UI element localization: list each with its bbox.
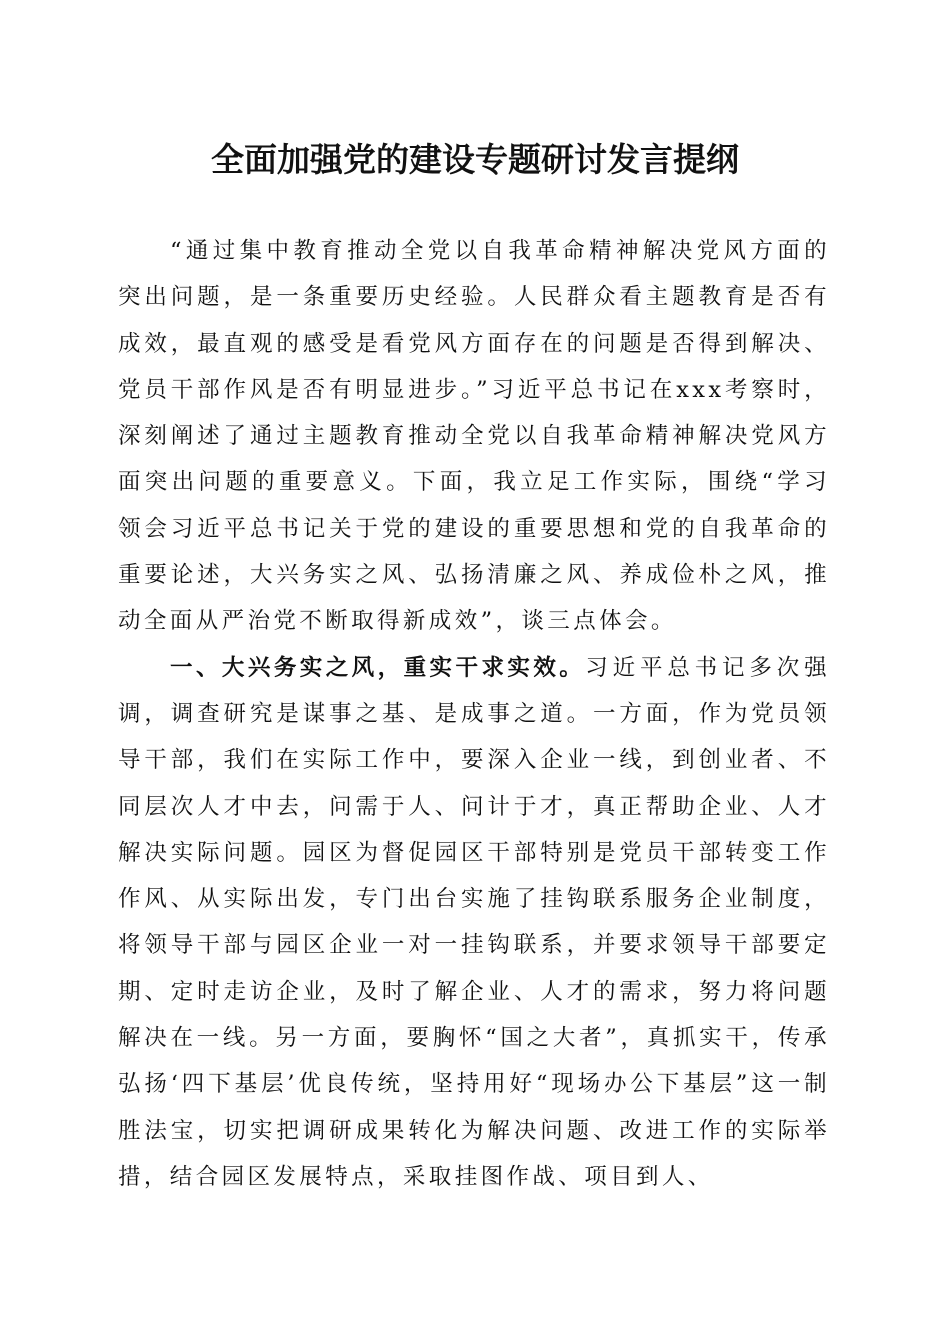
paragraph-section-one — [118, 645, 830, 1201]
paragraph-intro: “通过集中教育推动全党以自我革命精神解决党风方面的突出问题，是一条重要历史经验。人民群众看主题教育是否有成效，最直观的感受是看党风方面存在的问题是否得到解决、党员干部作风是否有明显进步。”习近平总书记在xxx考察时，深刻阐述了通过主题教育推动全党以自我革命精神解决党风方面突出问题的重要意义。下面，我立足工作实际，围绕“学习领会习近平总书记关于党的建设的重要思想和党的自我革命的重要论述，大兴务实之风、弘扬清廉之风、养成俭朴之风，推动全面从严治党不断取得新成效”，谈三点体会。 — [118, 238, 830, 635]
document-title: 全面加强党的建设专题研讨发言提纲 — [211, 140, 739, 179]
section-one-text: 习近平总书记多次强调，调查研究是谋事之基、是成事之道。一方面，作为党员领导干部，我们在实际工作中，要深入企业一线，到创业者、不同层次人才中去，问需于人、问计于才，真正帮助企业、人才解决实际问题。园区为督促园区干部特别是党员干部转变工作作风、从实际出发，专门出台实施了挂钩联系服务企业制度，将领导干部与园区企业一对一挂钩联系，并要求领导干部要定期、定时走访企业，及时了解企业、人才的需求，努力将问题解决在一线。另一方面，要胸怀“国之大者”，真抓实干，传承弘扬‘四下基层’优良传统，坚持用好“现场办公下基层”这一制胜法宝，切实把调研成果转化为解决问题、改进工作的实际举措，结合园区发展特点，采取挂图作战、项目到人、 — [118, 654, 830, 1190]
document-body — [118, 228, 830, 1200]
section-one-heading: 一、大兴务实之风，重实干求实效。 — [170, 654, 586, 681]
